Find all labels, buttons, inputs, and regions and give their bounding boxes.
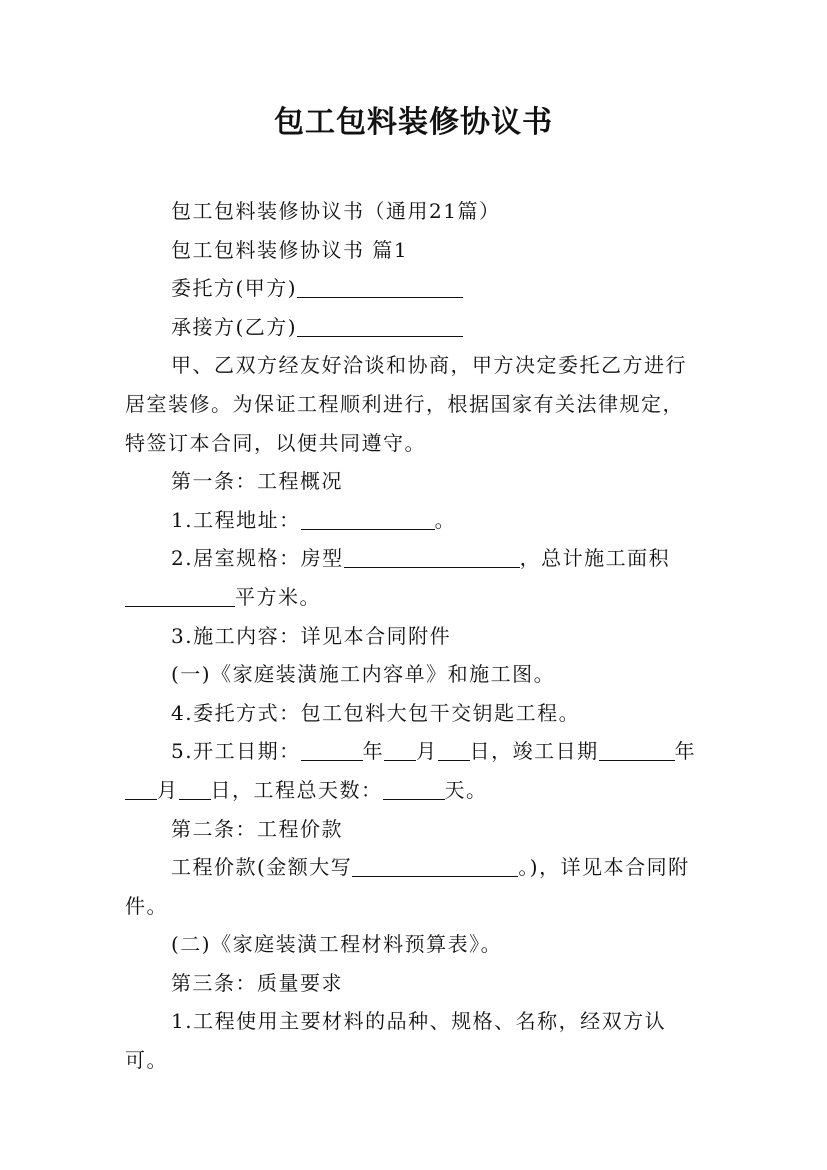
party-b-blank[interactable] xyxy=(297,314,463,337)
method-text: 4.委托方式：包工包料大包干交钥匙工程。 xyxy=(171,700,581,725)
start-day-blank[interactable] xyxy=(438,738,470,761)
start-year-unit: 年 xyxy=(362,739,385,764)
start-date-label: 5.开工日期： xyxy=(171,739,301,764)
start-year-blank[interactable] xyxy=(301,738,363,761)
subtitle-text: 包工包料装修协议书（通用21篇） xyxy=(171,199,501,223)
item-2-1-line xyxy=(125,848,705,925)
end-month-unit: 月 xyxy=(157,777,179,802)
section-title-line xyxy=(125,231,705,270)
party-a-label: 委托方(甲方) xyxy=(171,276,298,301)
address-suffix: 。 xyxy=(434,507,457,532)
end-date-label: 日，竣工日期 xyxy=(469,739,599,764)
start-month-unit: 月 xyxy=(416,739,438,764)
end-year-unit: 年 xyxy=(674,739,697,764)
end-month-blank[interactable] xyxy=(125,777,157,800)
item-1-4-line xyxy=(125,694,705,733)
price-blank[interactable] xyxy=(352,854,518,877)
materials-text: 1.工程使用主要材料的品种、规格、名称，经双方认可。 xyxy=(125,1009,667,1073)
end-year-blank[interactable] xyxy=(599,738,675,761)
item-1-2-line xyxy=(125,539,705,616)
party-b-label: 承接方(乙方) xyxy=(171,314,298,339)
total-days-label: 日，工程总天数： xyxy=(210,777,383,802)
subtitle-line xyxy=(125,192,705,231)
article-3-heading xyxy=(125,964,705,1003)
article-2-text: 第二条：工程价款 xyxy=(171,816,343,841)
start-month-blank[interactable] xyxy=(384,738,416,761)
address-label: 1.工程地址： xyxy=(171,507,301,532)
area-label: ，总计施工面积 xyxy=(519,546,671,571)
section-title-text: 包工包料装修协议书 篇1 xyxy=(171,237,409,262)
document-title: 包工包料装修协议书 xyxy=(274,105,553,140)
budget-table-text: (二)《家庭装潢工程材料预算表》。 xyxy=(171,932,503,957)
item-2-2-line xyxy=(125,925,705,964)
article-2-heading xyxy=(125,810,705,849)
content-label: 3.施工内容：详见本合同附件 xyxy=(171,623,452,648)
address-blank[interactable] xyxy=(301,507,435,530)
room-type-blank[interactable] xyxy=(344,545,520,568)
party-a-line xyxy=(125,269,705,308)
area-unit: 平方米。 xyxy=(235,584,321,609)
article-1-heading xyxy=(125,462,705,501)
article-3-text: 第三条：质量要求 xyxy=(171,970,343,995)
end-day-blank[interactable] xyxy=(179,777,211,800)
area-blank[interactable] xyxy=(125,584,235,607)
total-days-unit: 天。 xyxy=(444,777,488,802)
item-3-1-line xyxy=(125,1002,705,1079)
item-1-3-a-line xyxy=(125,655,705,694)
total-days-blank[interactable] xyxy=(383,777,445,800)
party-b-line xyxy=(125,308,705,347)
price-label: 工程价款(金额大写 xyxy=(171,855,353,880)
intro-paragraph xyxy=(125,346,705,462)
item-1-5-line xyxy=(125,732,705,809)
party-a-blank[interactable] xyxy=(297,275,463,298)
item-1-1-line xyxy=(125,501,705,540)
room-type-label: 2.居室规格：房型 xyxy=(171,546,344,571)
intro-text: 甲、乙双方经友好洽谈和协商，甲方决定委托乙方进行居室装修。为保证工程顺利进行，根据国家有关法律规定，特签订本合同，以便共同遵守。 xyxy=(125,353,687,455)
document-body xyxy=(125,192,705,1080)
price-suffix: 。)，详见本合同附件。 xyxy=(125,855,690,918)
content-list-text: (一)《家庭装潢施工内容单》和施工图。 xyxy=(171,662,556,687)
item-1-3-line xyxy=(125,617,705,656)
article-1-text: 第一条：工程概况 xyxy=(171,469,343,494)
